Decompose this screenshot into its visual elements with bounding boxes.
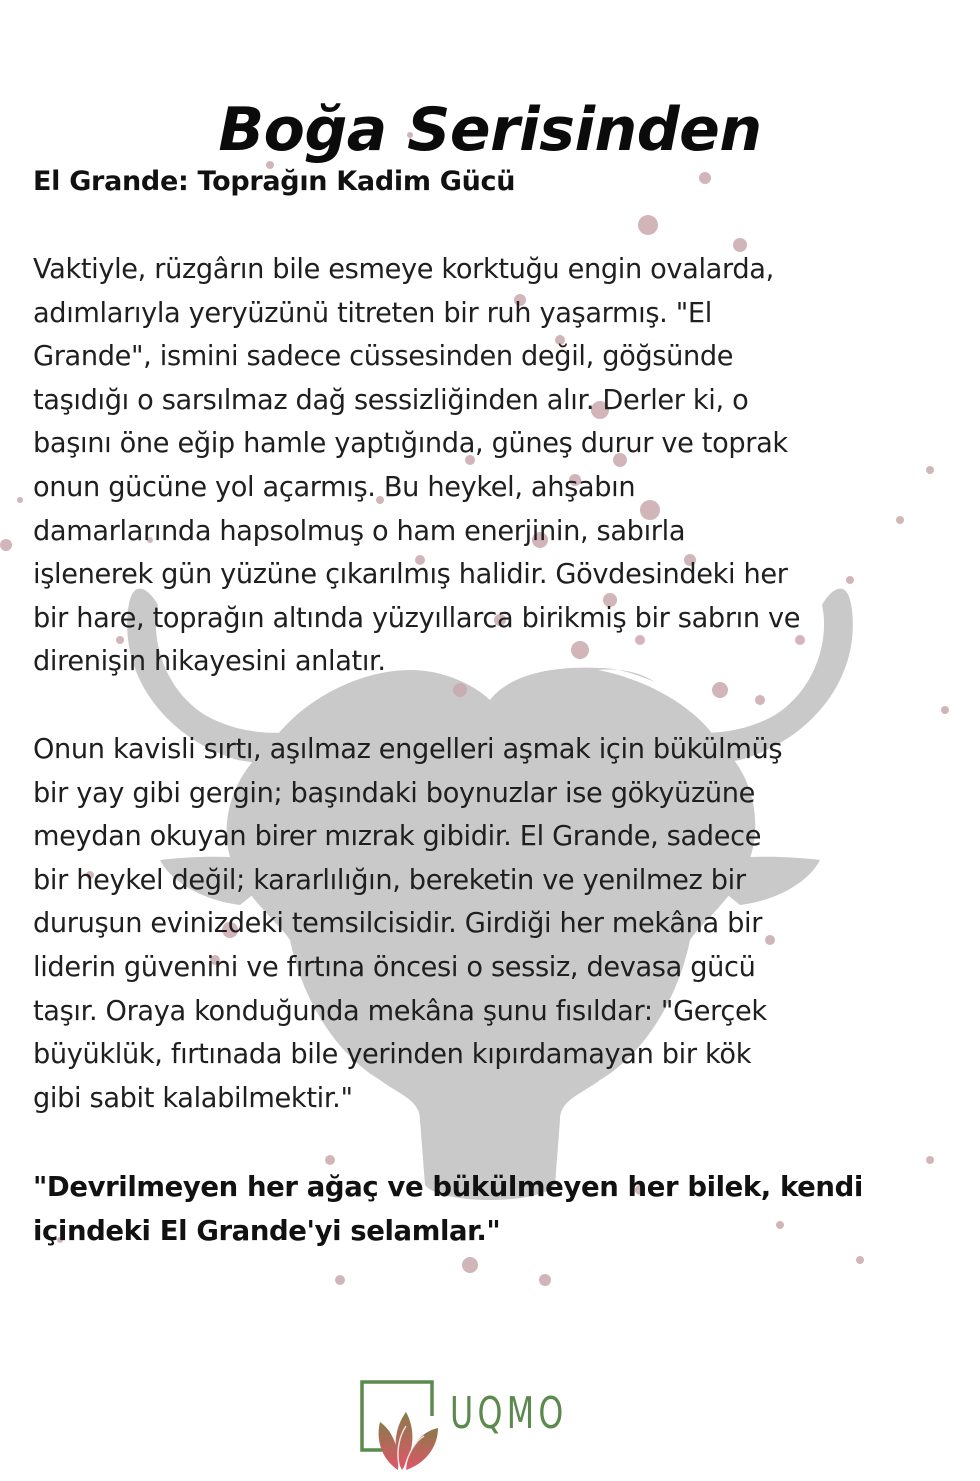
text-line: başını öne eğip hamle yaptığında, güneş durur ve toprak bbox=[33, 428, 788, 460]
paragraph-1 bbox=[33, 248, 968, 684]
text-line: "Devrilmeyen her ağaç ve bükülmeyen her bilek, kendi bbox=[33, 1171, 863, 1203]
text-line: Onun kavisli sırtı, aşılmaz engelleri aşmak için bükülmüş bbox=[33, 734, 783, 765]
text-line: duruşun evinizdeki temsilcisidir. Girdiği her mekâna bir bbox=[33, 908, 763, 940]
text-line: direnişin hikayesini anlatır. bbox=[33, 646, 386, 678]
text-line: onun gücüne yol açarmış. Bu heykel, ahşabın bbox=[33, 471, 636, 503]
text-line: gibi sabit kalabilmektir." bbox=[33, 1082, 353, 1114]
text-line: işlenerek gün yüzüne çıkarılmış halidir. Gövdesindeki her bbox=[33, 559, 788, 591]
brand-name: UQMO bbox=[450, 1388, 568, 1439]
brand-logo bbox=[358, 1378, 578, 1470]
text-line: içindeki El Grande'yi selamlar." bbox=[33, 1214, 501, 1247]
text-line: Vaktiyle, rüzgârın bile esmeye korktuğu engin ovalarda, bbox=[33, 254, 774, 285]
text-line: adımlarıyla yeryüzünü titreten bir ruh yaşarmış. "El bbox=[33, 297, 712, 329]
text-line: Grande", ismini sadece cüssesinden değil, göğsünde bbox=[33, 341, 734, 373]
closing-quote bbox=[33, 1166, 968, 1253]
text-line: büyüklük, fırtınada bile yerinden kıpırdamayan bir kök bbox=[33, 1039, 752, 1071]
text-line: bir yay gibi gergin; başındaki boynuzlar ise gökyüzüne bbox=[33, 777, 756, 809]
text-line: bir hare, toprağın altında yüzyıllarca birikmiş bir sabrın ve bbox=[33, 602, 801, 634]
paragraph-2 bbox=[33, 728, 968, 1120]
text-line: taşır. Oraya konduğunda mekâna şunu fısıldar: "Gerçek bbox=[33, 995, 767, 1027]
text-line: liderin güvenini ve fırtına öncesi o sessiz, devasa gücü bbox=[33, 951, 756, 983]
section-heading: El Grande: Toprağın Kadim Gücü bbox=[33, 166, 516, 197]
text-line: meydan okuyan birer mızrak gibidir. El Grande, sadece bbox=[33, 821, 762, 853]
lotus-frame-icon bbox=[358, 1378, 450, 1470]
text-line: bir heykel değil; kararlılığın, bereketin ve yenilmez bir bbox=[33, 864, 746, 896]
text-line: taşıdığı o sarsılmaz dağ sessizliğinden alır. Derler ki, o bbox=[33, 384, 749, 416]
page-title: Boğa Serisinden bbox=[218, 95, 762, 166]
text-line: damarlarında hapsolmuş o ham enerjinin, sabırla bbox=[33, 515, 686, 547]
